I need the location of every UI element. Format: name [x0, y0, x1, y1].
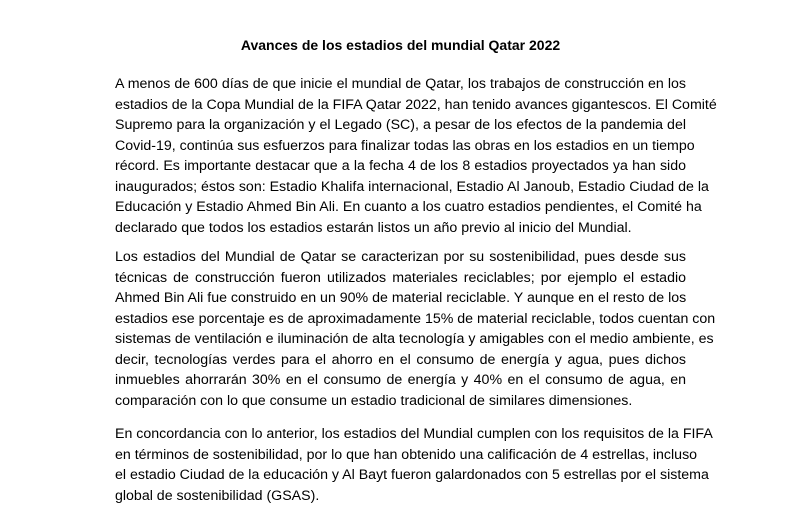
paragraph-line: declarado que todos los estadios estarán listos un año previo al inicio del Mundial.: [115, 219, 632, 236]
paragraph-line: récord. Es importante destacar que a la fecha 4 de los 8 estadios proyectados ya han sido: [115, 158, 686, 174]
paragraph-line: el estadio Ciudad de la educación y Al Bayt fueron galardonados con 5 estrellas por el sistema: [115, 467, 709, 483]
paragraph-line: comparación con lo que consume un estadio tradicional de similares dimensiones.: [115, 392, 633, 409]
paragraph-line: En concordancia con lo anterior, los estadios del Mundial cumplen con los requisitos de la FIFA: [115, 426, 713, 442]
paragraph-line: estadios ese porcentaje es de aproximadamente 15% de material reciclable, todos cuentan con: [115, 310, 716, 327]
paragraph-line: sistemas de ventilación e iluminación de alta tecnología y amigables con el medio ambiente, es: [115, 331, 714, 347]
paragraph-line: Los estadios del Mundial de Qatar se caracterizan por su sostenibilidad, pues desde sus: [115, 249, 686, 265]
paragraph-line: Educación y Estadio Ahmed Bin Ali. En cuanto a los cuatro estadios pendientes, el Comité ha: [115, 199, 702, 215]
paragraph-line: en términos de sostenibilidad, por lo que han obtenido una calificación de 4 estrellas, incluso: [115, 446, 698, 463]
paragraph-line: Covid-19, continúa sus esfuerzos para finalizar todas las obras en los estadios en un tiempo: [115, 137, 695, 154]
paragraph-line: A menos de 600 días de que inicie el mundial de Qatar, los trabajos de construcción en los: [115, 76, 686, 92]
paragraph-line: técnicas de construcción fueron utilizados materiales reciclables; por ejemplo el estadio: [115, 269, 686, 286]
paragraph-line: inmuebles ahorrarán 30% en el consumo de energía y 40% en el consumo de agua, en: [115, 372, 686, 388]
document-title: Avances de los estadios del mundial Qatar 2022: [240, 37, 561, 53]
paragraph-3: [115, 424, 713, 506]
paragraph-2: [115, 247, 716, 411]
paragraph-line: estadios de la Copa Mundial de la FIFA Qatar 2022, han tenido avances gigantescos. El Comité: [115, 96, 717, 113]
paragraph-line: Ahmed Bin Ali fue construido en un 90% de material reciclable. Y aunque en el resto de los: [115, 290, 687, 306]
paragraph-line: decir, tecnologías verdes para el ahorro en el consumo de energía y agua, pues dichos: [115, 351, 686, 368]
paragraph-line: global de sostenibilidad (GSAS).: [115, 487, 320, 504]
paragraph-line: Supremo para la organización y el Legado (SC), a pesar de los efectos de la pandemia del: [115, 117, 686, 133]
paragraph-1: [115, 74, 717, 238]
paragraph-line: inaugurados; éstos son: Estadio Khalifa internacional, Estadio Al Janoub, Estadio Ciudad de la: [115, 178, 709, 195]
